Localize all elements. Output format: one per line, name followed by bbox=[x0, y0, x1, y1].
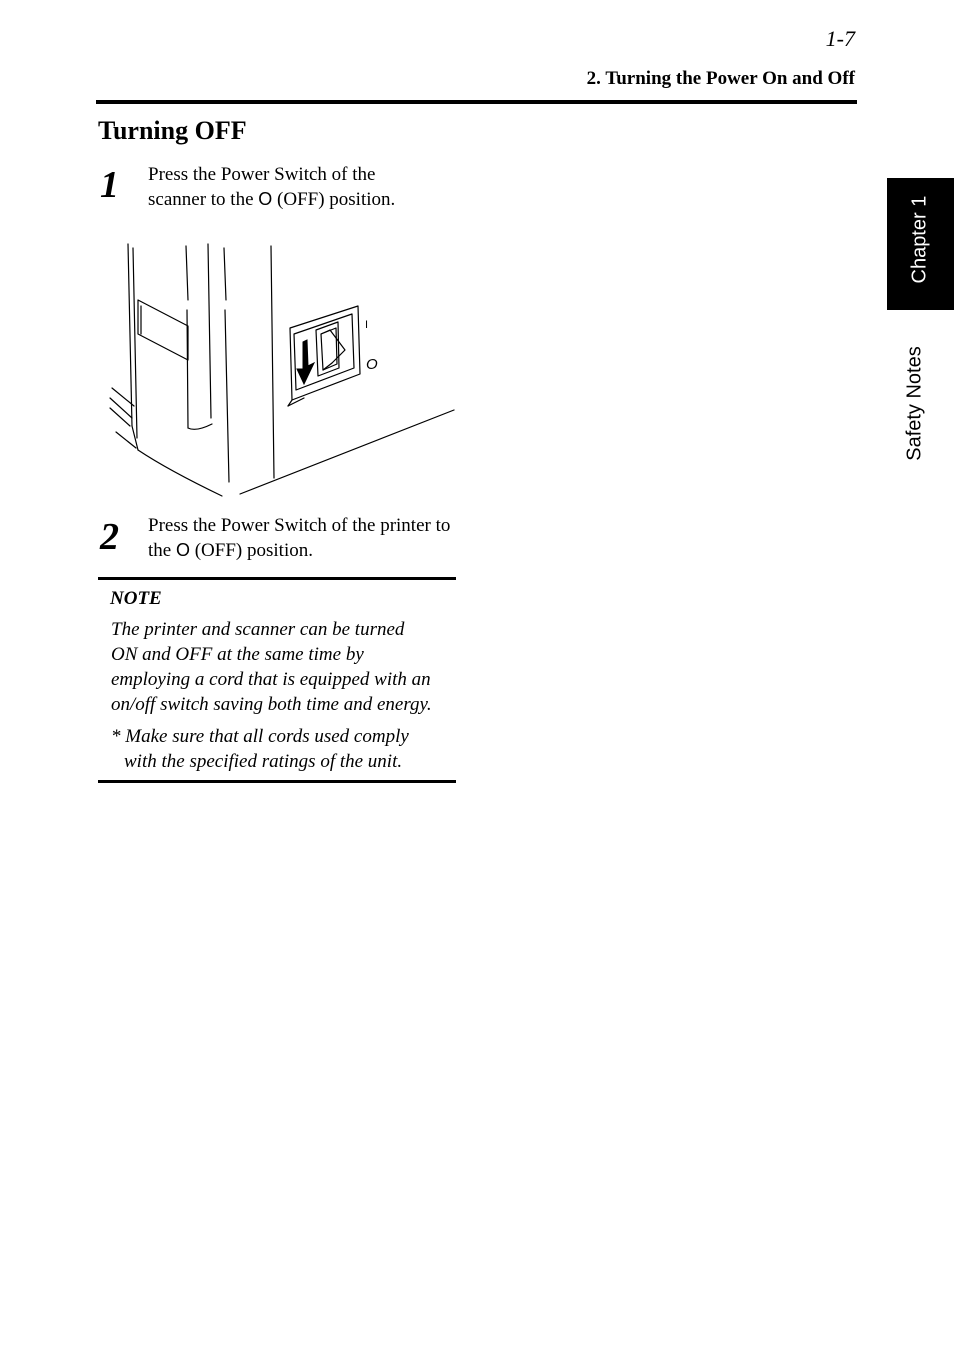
chapter-label: Chapter 1 bbox=[908, 195, 931, 284]
note-title: NOTE bbox=[110, 588, 162, 609]
step-2-text bbox=[148, 513, 458, 563]
switch-on-mark: I bbox=[365, 319, 369, 331]
step-1-text-end: (OFF) position. bbox=[272, 189, 396, 210]
header-rule bbox=[96, 100, 857, 104]
step-1-number: 1 bbox=[100, 164, 119, 206]
step-2-number: 2 bbox=[100, 516, 119, 558]
note-body bbox=[111, 617, 456, 717]
note-asterisk-text bbox=[111, 724, 456, 774]
subsection-heading: Turning OFF bbox=[98, 116, 247, 145]
note-line: The printer and scanner can be turned bbox=[111, 619, 405, 640]
off-symbol: O bbox=[258, 189, 273, 209]
note-asterisk-line: * Make sure that all cords used comply bbox=[111, 726, 409, 747]
page-number: 1-7 bbox=[825, 26, 855, 51]
section-title: 2. Turning the Power On and Off bbox=[586, 68, 855, 89]
step-2-text-end: (OFF) position. bbox=[189, 540, 313, 561]
note-asterisk-line: with the specified ratings of the unit. bbox=[124, 751, 403, 772]
note-line: ON and OFF at the same time by bbox=[111, 644, 364, 665]
scanner-power-switch-illustration bbox=[108, 238, 458, 500]
step-2-text-start: Press the Power Switch of the printer to the bbox=[148, 515, 451, 561]
note-line: employing a cord that is equipped with an bbox=[111, 669, 431, 690]
note-box bbox=[98, 577, 456, 783]
step-1-text bbox=[148, 162, 438, 212]
section-side-label: Safety Notes bbox=[903, 346, 926, 461]
step-1-text-start: Press the Power Switch of the scanner to the bbox=[148, 164, 376, 210]
chapter-tab bbox=[887, 178, 954, 310]
switch-off-mark: O bbox=[366, 356, 378, 373]
off-symbol: O bbox=[175, 540, 190, 560]
note-line: on/off switch saving both time and energy. bbox=[111, 694, 432, 715]
